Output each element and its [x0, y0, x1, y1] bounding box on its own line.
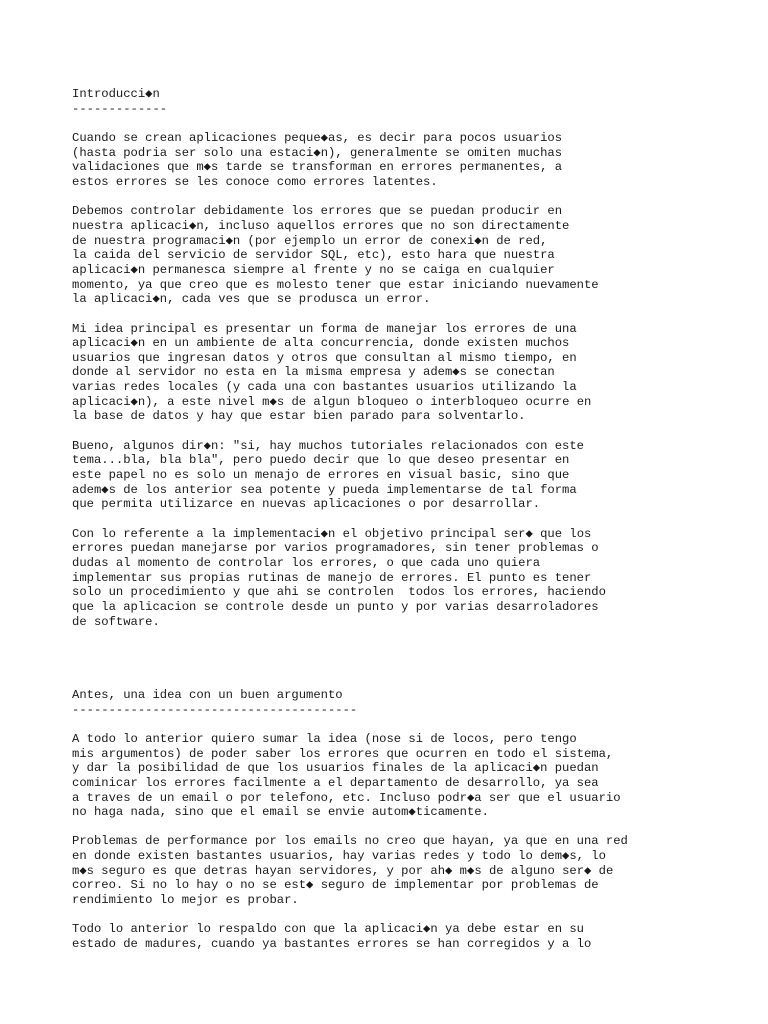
- text-line: donde al servidor no esta en la misma empresa y adem◆s se conectan: [72, 365, 555, 380]
- text-line: mis argumentos) de poder saber los errores que ocurren en todo el sistema,: [72, 746, 614, 761]
- text-line: no haga nada, sino que el email se envie autom◆ticamente.: [72, 805, 489, 820]
- text-line: Todo lo anterior lo respaldo con que la aplicaci◆n ya debe estar en su: [72, 922, 584, 937]
- text-line: Mi idea principal es presentar un forma de manejar los errores de una: [72, 321, 577, 336]
- text-line: de nuestra programaci◆n (por ejemplo un error de conexi◆n de red,: [72, 233, 548, 248]
- text-line: Bueno, algunos dir◆n: "si, hay muchos tutoriales relacionados con este: [72, 438, 584, 453]
- text-line: en donde existen bastantes usuarios, hay varias redes y todo lo dem◆s, lo: [72, 849, 606, 864]
- text-line: usuarios que ingresan datos y otros que consultan al mismo tiempo, en: [72, 350, 577, 365]
- text-line: Antes, una idea con un buen argumento: [72, 687, 343, 702]
- text-line: que permita utilizarce en nuevas aplicaciones o por desarrollar.: [72, 497, 541, 512]
- text-line: Problemas de performance por los emails no creo que hayan, ya que en una red: [72, 834, 628, 849]
- text-line: Con lo referente a la implementaci◆n el objetivo principal ser◆ que los: [72, 526, 592, 541]
- text-line: solo un procedimiento y que ahi se controlen todos los errores, haciendo: [72, 585, 606, 600]
- text-line: la aplicaci◆n, cada ves que se produsca un error.: [72, 292, 431, 307]
- text-line: varias redes locales (y cada una con bastantes usuarios utilizando la: [72, 380, 577, 395]
- text-line: estos errores se les conoce como errores latentes.: [72, 174, 438, 189]
- text-line: tema...bla, bla bla", pero puedo decir que lo que deseo presentar en: [72, 453, 570, 468]
- text-line: (hasta podria ser solo una estaci◆n), generalmente se omiten muchas: [72, 145, 563, 160]
- text-line: y dar la posibilidad de que los usuarios finales de la aplicaci◆n puedan: [72, 761, 599, 776]
- text-line: adem◆s de los anterior sea potente y pueda implementarse de tal forma: [72, 482, 577, 497]
- document-body-text: [72, 87, 628, 952]
- text-line: que la aplicacion se controle desde un punto y por varias desarroladores: [72, 599, 599, 614]
- text-line: validaciones que m◆s tarde se transforman en errores permanentes, a: [72, 160, 563, 175]
- text-line: implementar sus propias rutinas de manejo de errores. El punto es tener: [72, 570, 592, 585]
- text-line: momento, ya que creo que es molesto tener que estar iniciando nuevamente: [72, 277, 599, 292]
- text-line: de software.: [72, 614, 160, 629]
- text-line: nuestra aplicaci◆n, incluso aquellos errores que no son directamente: [72, 218, 570, 233]
- text-line: aplicaci◆n permanesca siempre al frente y no se caiga en cualquier: [72, 262, 555, 277]
- text-line: estado de madures, cuando ya bastantes errores se han corregidos y a lo: [72, 937, 592, 952]
- text-line: rendimiento lo mejor es probar.: [72, 893, 299, 908]
- text-line: -------------: [72, 101, 168, 116]
- text-line: este papel no es solo un menajo de errores en visual basic, sino que: [72, 468, 570, 483]
- text-line: A todo lo anterior quiero sumar la idea (nose si de locos, pero tengo: [72, 731, 577, 746]
- text-line: dudas al momento de controlar los errores, o que cada uno quiera: [72, 556, 541, 570]
- text-line: ---------------------------------------: [72, 702, 358, 717]
- text-line: Cuando se crean aplicaciones peque◆as, es decir para pocos usuarios: [72, 130, 563, 145]
- text-line: la caida del servicio de servidor SQL, etc), esto hara que nuestra: [72, 248, 555, 263]
- text-line: Debemos controlar debidamente los errores que se puedan producir en: [72, 204, 563, 219]
- text-line: cominicar los errores facilmente a el departamento de desarrollo, ya sea: [72, 775, 599, 790]
- text-line: errores puedan manejarse por varios programadores, sin tener problemas o: [72, 541, 599, 556]
- text-line: aplicaci◆n en un ambiente de alta concurrencia, donde existen muchos: [72, 336, 570, 351]
- text-line: aplicaci◆n), a este nivel m◆s de algun bloqueo o interbloqueo ocurre en: [72, 394, 592, 409]
- text-line: m◆s seguro es que detras hayan servidores, y por ah◆ m◆s de alguno ser◆ de: [72, 863, 614, 878]
- text-line: correo. Si no lo hay o no se est◆ seguro de implementar por problemas de: [72, 878, 599, 893]
- text-line: Introducci◆n: [72, 87, 160, 101]
- text-line: la base de datos y hay que estar bien parado para solventarlo.: [72, 409, 526, 424]
- text-line: a traves de un email o por telefono, etc. Incluso podr◆a ser que el usuario: [72, 790, 621, 805]
